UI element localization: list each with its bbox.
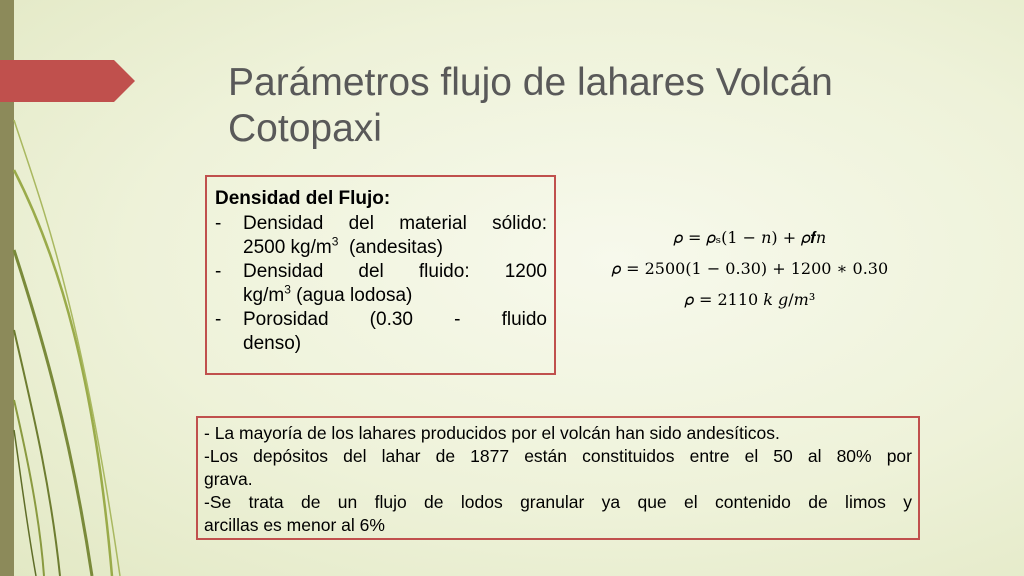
note-andesitic: - La mayoría de los lahares producidos por el volcán han sido andesíticos. (204, 423, 780, 443)
title-arrow-marker (0, 60, 135, 102)
slide-title: Parámetros flujo de lahares Volcán Cotopaxi (228, 61, 833, 150)
list-item: - Porosidad (0.30 - fluido denso) (215, 309, 547, 354)
list-item: - Densidad del fluido: 1200 $kg/m^3$ (agua lodosa) (215, 261, 547, 306)
note-flow-type: -Se trata de un flujo de lodos granular ya que el contenido de limos y arcillas es menor al 6% (204, 492, 912, 535)
formula-substituted: 𝜌 = 2500(1 − 0.30) + 1200 ∗ 0.30 (611, 259, 889, 278)
note-deposits: -Los depósitos del lahar de 1877 están constituidos entre el 50 al 80% por grava. (204, 446, 912, 489)
density-box (205, 175, 556, 375)
density-formulas (600, 222, 900, 315)
formula-general: 𝜌 = 𝜌ₛ(1 − 𝑛) + 𝜌𝒇𝑛 (673, 228, 827, 247)
formula-result: 𝜌 = 2110 𝑘 𝑔/𝑚³ (684, 290, 816, 309)
notes-box (196, 416, 920, 540)
list-item: - Densidad del material sólido: 2500 $kg/m^3$ (andesitas) (215, 213, 547, 258)
density-heading: Densidad del Flujo: (215, 188, 391, 209)
